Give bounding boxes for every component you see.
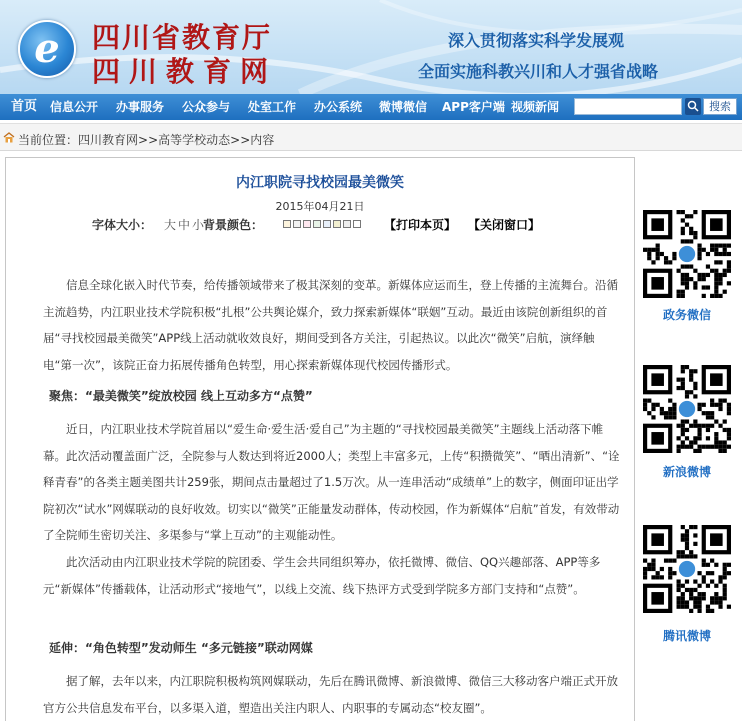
font-size-small[interactable]: 小 xyxy=(192,218,205,232)
print-page-link[interactable]: 【打印本页】 xyxy=(384,218,457,232)
font-size-large[interactable]: 大 xyxy=(164,218,177,232)
logo-letter: e xyxy=(34,25,60,72)
font-size-medium[interactable]: 中 xyxy=(178,218,191,232)
nav-item-office-system[interactable]: 办公系统 xyxy=(314,100,363,114)
breadcrumb-current: 内容 xyxy=(250,133,275,147)
article-paragraph: 信息全球化嵌入时代节奏，给传播领域带来了极其深刻的变革。新媒体应运而生，登上传播的主流舞台。沿循主流趋势，内江职业技术学院积极“扎根”公共舆论媒介，致力探索新媒体“联姻”互动。最近由该院创新组织的首届“寻找校园最美微笑”APP线上活动就收效良好，期间受到各方关注，引起热议。以此次“微笑”启航，演绎触电“第一次”，该院正奋力拓展传播角色转型，用心探索新媒体现代校园传播形式。 xyxy=(43,278,618,372)
font-size-label: 字体大小： xyxy=(92,218,153,232)
breadcrumb-separator: >> xyxy=(138,133,159,147)
close-window-link[interactable]: 【关闭窗口】 xyxy=(468,218,541,232)
bg-color-swatch[interactable] xyxy=(343,220,351,228)
bg-color-swatch[interactable] xyxy=(353,220,361,228)
qr-label-sina-weibo[interactable]: 新浪微博 xyxy=(662,465,711,479)
breadcrumb-link-category[interactable]: 高等学校动态 xyxy=(158,133,231,147)
bg-color-swatch[interactable] xyxy=(293,220,301,228)
home-icon xyxy=(3,132,15,143)
article-date: 2015年04月21日 xyxy=(275,200,365,213)
article-toolbar xyxy=(6,216,634,234)
nav-item-video-news[interactable]: 视频新闻 xyxy=(511,100,560,114)
search-button[interactable]: 搜索 xyxy=(703,98,737,115)
breadcrumb-label: 当前位置： xyxy=(18,133,79,147)
article-subheading: 延伸：“角色转型”发动师生 “多元链接”联动网媒 xyxy=(49,641,313,655)
qr-label-tencent-weibo[interactable]: 腾讯微博 xyxy=(662,629,711,643)
wechat-qr-code xyxy=(643,210,731,298)
article-title: 内江职院寻找校园最美微笑 xyxy=(236,175,404,191)
nav-item-home[interactable]: 首页 xyxy=(11,99,38,114)
slogan-line1: 深入贯彻落实科学发展观 xyxy=(448,31,625,50)
article-paragraph: 近日，内江职业技术学院首届以“爱生命·爱生活·爱自己”为主题的“寻找校园最美微笑”主题线上活动落下帷幕。此次活动覆盖面广泛，全院参与人数达到将近2000人；类型上丰富多元，上传“积攒微笑”、“晒出清新”、“诠释青春”的各类主题美图共计259张，期间点击量超过了1.5万次。从一连串活动“成绩单”上的数字，侧面印证出学院初次“试水”网媒联动的良好收效。切实以“微笑”正能量发动群体，传动校园，作为新媒体“启航”首发，有效带动了全院师生密切关注、多渠参与“掌上互动”的主观能动性。 xyxy=(43,422,620,542)
qr-label-gov-wechat[interactable]: 政务微信 xyxy=(662,308,711,322)
article-container xyxy=(5,157,635,721)
bg-color-swatch[interactable] xyxy=(323,220,331,228)
bg-color-swatch[interactable] xyxy=(283,220,291,228)
slogan-line2: 全面实施科教兴川和人才强省战略 xyxy=(418,62,659,81)
bg-color-swatch[interactable] xyxy=(303,220,311,228)
bg-color-swatch[interactable] xyxy=(333,220,341,228)
nav-item-info-disclosure[interactable]: 信息公开 xyxy=(50,100,99,114)
site-logo[interactable] xyxy=(18,20,76,78)
nav-item-weibo-wechat[interactable]: 微博微信 xyxy=(379,100,428,114)
nav-item-app-client[interactable]: APP客户端 xyxy=(442,100,505,114)
article-paragraph: 此次活动由内江职业技术学院的院团委、学生会共同组织筹办，依托微博、微信、QQ兴趣部落、APP等多元“新媒体”传播载体，让活动形式“接地气”，以线上交流、线下热评方式受到学院多方部门支持和“点赞”。 xyxy=(43,555,601,596)
breadcrumb-text xyxy=(18,131,274,148)
article-paragraph: 据了解，去年以来，内江职院积极构筑网媒联动，先后在腾讯微博、新浪微博、微信三大移动客户端正式开放官方公共信息发布平台，以多渠入道，塑造出关注内职人、内职事的专属动态“校友圈”。 xyxy=(43,674,618,715)
nav-item-services[interactable]: 办事服务 xyxy=(116,100,165,114)
article-subheading: 聚焦：“最美微笑”绽放校园 线上互动多方“点赞” xyxy=(49,389,313,403)
site-name-line1: 四川省教育厅 xyxy=(92,21,273,54)
site-name-line2: 四川教育网 xyxy=(92,55,278,88)
breadcrumb-link-home[interactable]: 四川教育网 xyxy=(78,133,139,147)
main-nav xyxy=(0,94,742,120)
header-banner xyxy=(0,0,742,94)
nav-item-public-participation[interactable]: 公众参与 xyxy=(182,100,231,114)
nav-item-office-work[interactable]: 处室工作 xyxy=(248,100,297,114)
search-input[interactable] xyxy=(574,98,682,115)
search-icon[interactable] xyxy=(685,98,701,115)
tencent-weibo-qr-code xyxy=(643,525,731,613)
breadcrumb xyxy=(0,123,742,151)
sina-weibo-qr-code xyxy=(643,365,731,453)
breadcrumb-separator: >> xyxy=(230,133,251,147)
bg-color-swatch[interactable] xyxy=(313,220,321,228)
bg-color-label: 背景颜色： xyxy=(203,218,264,232)
